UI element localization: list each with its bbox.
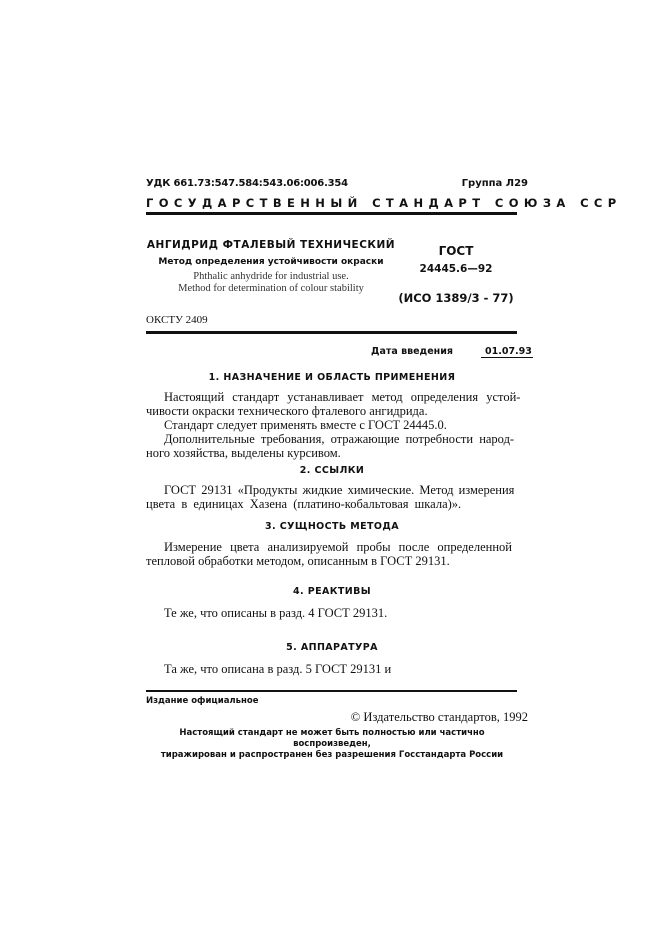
standard-banner: ГОСУДАРСТВЕННЫЙ СТАНДАРТ СОЮЗА ССР bbox=[146, 196, 622, 210]
paragraph-line: Та же, что описана в разд. 5 ГОСТ 29131 и bbox=[164, 662, 392, 676]
document-subtitle: Метод определения устойчивости окраски bbox=[158, 257, 384, 267]
section-heading-2: 2. ССЫЛКИ bbox=[299, 465, 365, 476]
intro-date-label: Дата введения bbox=[371, 346, 453, 357]
paragraph-line: Дополнительные требования, отражающие потребности народ- bbox=[164, 432, 515, 446]
paragraph-line: Те же, что описаны в разд. 4 ГОСТ 29131. bbox=[164, 606, 388, 620]
paragraph-line: цвета в единицах Хазена (платино-кобальтовая шкала)». bbox=[146, 497, 462, 511]
gost-number: 24445.6—92 bbox=[419, 263, 493, 275]
notice-line: тиражирован и распространен без разрешения Госстандарта России bbox=[160, 750, 504, 760]
paragraph-line: тепловой обработки методом, описанным в ГОСТ 29131. bbox=[146, 554, 450, 568]
reproduction-notice bbox=[146, 728, 518, 761]
paragraph-line: чивости окраски технического фталевого ангидрида. bbox=[146, 404, 428, 418]
section-body-4 bbox=[146, 606, 518, 620]
notice-line: Настоящий стандарт не может быть полностью или частично воспроизведен, bbox=[179, 728, 485, 749]
udk-code: УДК 661.73:547.584:543.06:006.354 bbox=[146, 178, 348, 189]
header-rule bbox=[146, 212, 517, 215]
copyright-notice: © Издательство стандартов, 1992 bbox=[350, 710, 528, 724]
paragraph-line: Измерение цвета анализируемой пробы после определенной bbox=[164, 540, 512, 554]
paragraph-line: ного хозяйства, выделены курсивом. bbox=[146, 446, 341, 460]
section-body-5 bbox=[146, 662, 518, 676]
intro-date-value: 01.07.93 bbox=[481, 346, 533, 358]
section-heading-4: 4. РЕАКТИВЫ bbox=[292, 586, 371, 597]
section-heading-3: 3. СУЩНОСТЬ МЕТОДА bbox=[265, 521, 399, 532]
iso-reference: (ИСО 1389/3 - 77) bbox=[398, 291, 514, 305]
okstu-code: ОКСТУ 2409 bbox=[146, 314, 208, 326]
group-code: Группа Л29 bbox=[461, 178, 528, 189]
section-heading-1: 1. НАЗНАЧЕНИЕ И ОБЛАСТЬ ПРИМЕНЕНИЯ bbox=[208, 372, 456, 383]
document-title: АНГИДРИД ФТАЛЕВЫЙ ТЕХНИЧЕСКИЙ bbox=[146, 239, 396, 251]
section-body-3 bbox=[146, 540, 518, 568]
english-title-line2: Method for determination of colour stability bbox=[178, 283, 364, 294]
title-rule bbox=[146, 331, 517, 334]
english-title-line1: Phthalic anhydride for industrial use. bbox=[193, 271, 349, 282]
section-body-2 bbox=[146, 483, 518, 511]
gost-label: ГОСТ bbox=[438, 244, 474, 258]
paragraph-line: ГОСТ 29131 «Продукты жидкие химические. Метод измерения bbox=[164, 483, 515, 497]
footer-rule bbox=[146, 690, 517, 692]
section-body-1 bbox=[146, 390, 521, 460]
paragraph-line: Стандарт следует применять вместе с ГОСТ 24445.0. bbox=[164, 418, 447, 432]
paragraph-line: Настоящий стандарт устанавливает метод определения устой- bbox=[164, 390, 521, 404]
official-edition-label: Издание официальное bbox=[146, 696, 259, 706]
section-heading-5: 5. АППАРАТУРА bbox=[286, 642, 378, 653]
